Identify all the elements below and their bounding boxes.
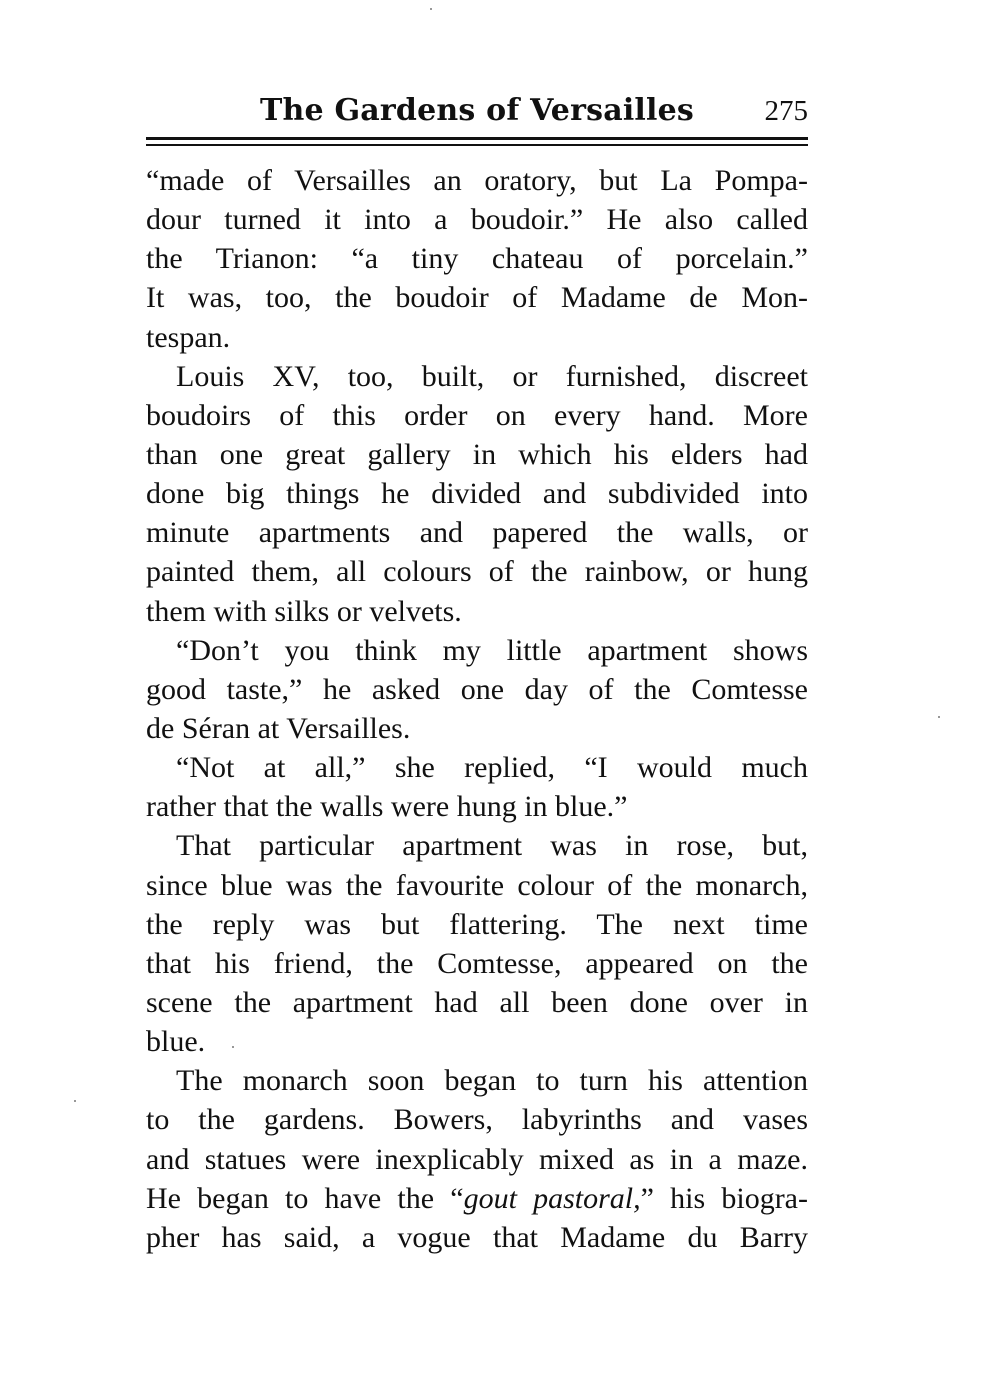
text-line: since blue was the favourite colour of the monarch, xyxy=(146,868,808,902)
text-line: de Séran at Versailles. xyxy=(146,711,411,745)
text-line: pher has said, a vogue that Madame du Barry xyxy=(146,1220,808,1254)
paper-speck xyxy=(232,1046,234,1048)
text-line: blue. xyxy=(146,1025,206,1059)
text-line: than one great gallery in which his elders had xyxy=(146,437,808,471)
header-rule-thin xyxy=(146,144,808,146)
text-line: that his friend, the Comtesse, appeared on the xyxy=(146,946,808,980)
text-line: rather that the walls were hung in blue.” xyxy=(146,790,628,824)
italic-phrase: gout pastoral, xyxy=(463,1181,641,1215)
running-title: The Gardens of Versailles xyxy=(259,93,694,128)
text-line: good taste,” he asked one day of the Comtesse xyxy=(146,672,808,706)
header-rule-thick xyxy=(146,137,808,140)
paragraph-first-line: That particular apartment was in rose, but, xyxy=(176,829,808,863)
text-line: done big things he divided and subdivided into xyxy=(146,477,808,511)
body-text xyxy=(146,161,808,1257)
text-segment: ” his biogra- xyxy=(640,1181,808,1215)
text-line: dour turned it into a boudoir.” He also called xyxy=(146,203,808,237)
paper-speck xyxy=(74,1100,76,1102)
paper-speck xyxy=(938,716,940,718)
text-line: It was, too, the boudoir of Madame de Mon- xyxy=(146,281,808,315)
text-line: them with silks or velvets. xyxy=(146,594,462,628)
paper-speck xyxy=(430,8,432,10)
text-line: “made of Versailles an oratory, but La Pompa- xyxy=(146,164,808,197)
text-segment: He began to have the “ xyxy=(146,1181,464,1215)
text-line: boudoirs of this order on every hand. More xyxy=(146,398,808,432)
text-line: the reply was but flattering. The next time xyxy=(146,907,808,941)
text-line: tespan. xyxy=(146,320,231,354)
text-line: and statues were inexplicably mixed as in a maze. xyxy=(146,1142,808,1176)
paragraph-first-line: The monarch soon began to turn his attention xyxy=(176,1064,808,1098)
page-number: 275 xyxy=(764,95,808,127)
paragraph-first-line: “Not at all,” she replied, “I would much xyxy=(176,751,808,785)
text-line: painted them, all colours of the rainbow, or hung xyxy=(146,555,808,589)
text-line: the Trianon: “a tiny chateau of porcelain.” xyxy=(146,242,808,276)
text-line-with-italic xyxy=(146,1179,808,1218)
paragraph-first-line: Louis XV, too, built, or furnished, discreet xyxy=(176,359,808,393)
text-line: minute apartments and papered the walls, or xyxy=(146,516,808,550)
paragraph-first-line: “Don’t you think my little apartment shows xyxy=(176,633,808,667)
text-line: to the gardens. Bowers, labyrinths and vases xyxy=(146,1103,808,1137)
text-line: scene the apartment had all been done over in xyxy=(146,985,808,1019)
running-head xyxy=(146,88,808,134)
